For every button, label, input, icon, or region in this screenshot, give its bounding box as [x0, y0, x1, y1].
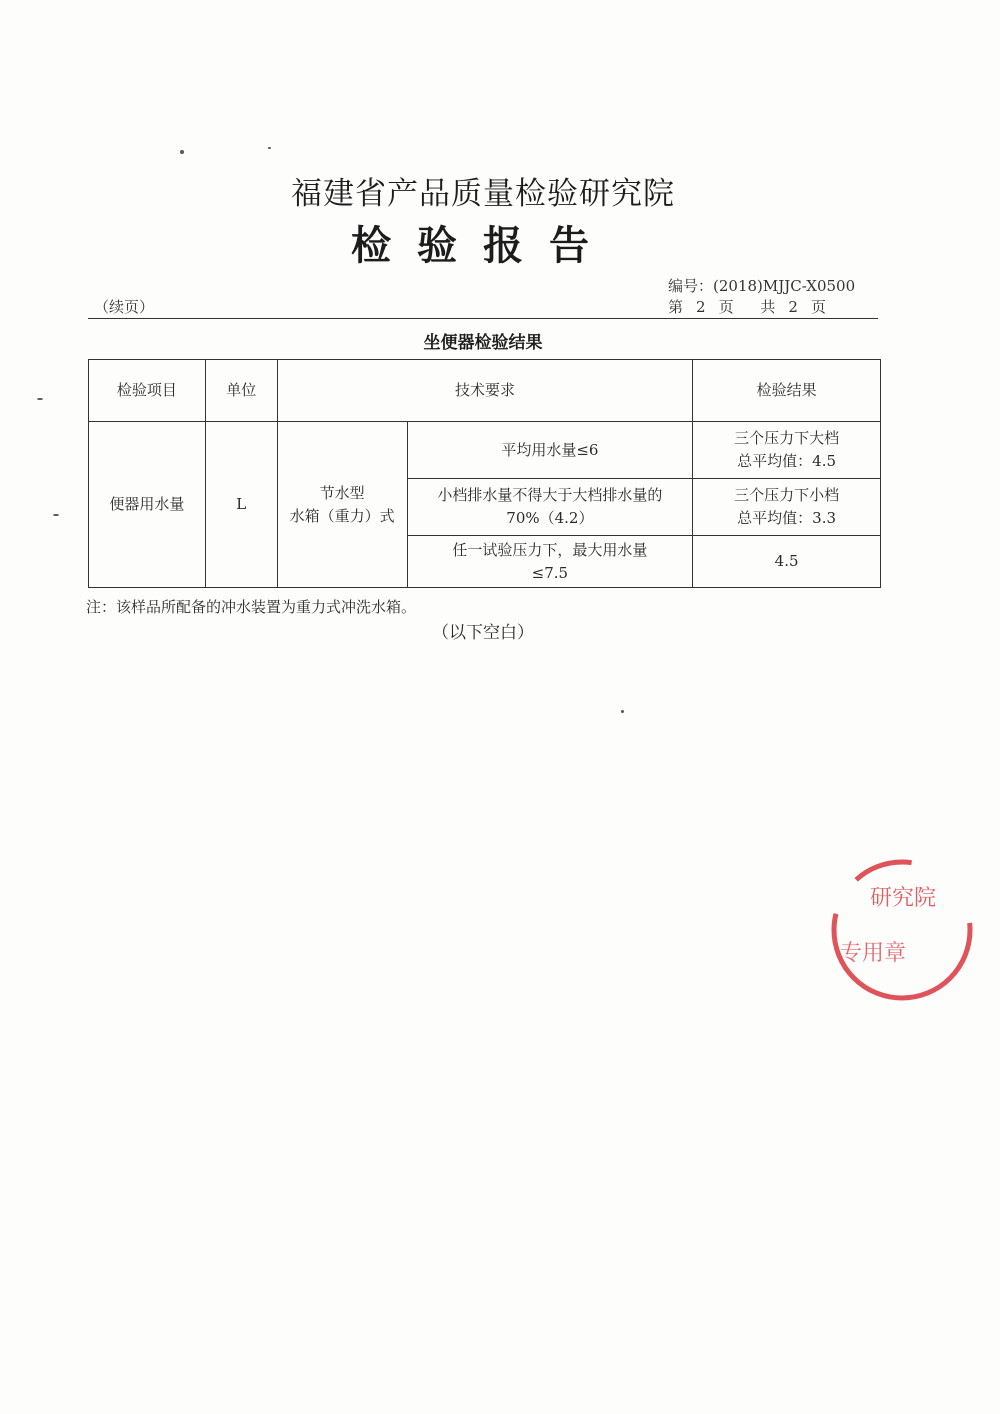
result-line-1: 三个压力下大档: [734, 429, 840, 447]
report-number: (2018)MJJC-X0500: [713, 277, 856, 295]
requirement-line-1: 小档排水量不得大于大档排水量的: [437, 486, 663, 504]
result-line-2: 总平均值：3.3: [737, 509, 837, 527]
results-table: [88, 359, 881, 588]
table-caption: 坐便器检验结果: [423, 333, 543, 353]
requirement-cell: [407, 536, 693, 588]
scan-speck: [53, 514, 59, 516]
blank-below-marker: （以下空白）: [432, 623, 534, 643]
page-label-mid: 页: [718, 298, 734, 316]
footnote: 注：该样品所配备的冲水装置为重力式冲洗水箱。: [86, 598, 417, 616]
scan-speck: [621, 710, 624, 713]
result-line-1: 三个压力下小档: [734, 486, 840, 504]
page-label-suffix: 页: [810, 298, 826, 316]
page-total: 2: [788, 298, 798, 316]
header-item: 检验项目: [89, 360, 206, 422]
header-divider: [88, 318, 878, 319]
table-row: [89, 422, 881, 479]
seal-ring: [834, 862, 970, 998]
result-cell: [693, 479, 881, 536]
header-result: 检验结果: [693, 360, 881, 422]
header-unit: 单位: [205, 360, 277, 422]
page-total-prefix: 共: [760, 298, 776, 316]
requirement-line-2: 70%（4.2）: [506, 509, 594, 527]
scan-speck: [268, 147, 271, 149]
result-line-2: 总平均值：4.5: [737, 452, 837, 470]
scan-speck: [37, 398, 43, 400]
scan-speck: [180, 150, 184, 154]
seal-text-top: 研究院: [870, 886, 937, 911]
requirement-cell: [407, 479, 693, 536]
report-number-line: [668, 276, 868, 297]
requirement-line-2: ≤7.5: [531, 563, 569, 582]
report-title: 检验报告: [351, 222, 615, 269]
result-cell: [693, 422, 881, 479]
category-line-2: 水箱（重力）式: [289, 506, 395, 525]
category-line-1: 节水型: [319, 483, 365, 502]
seal-text-middle: 专用章: [840, 941, 907, 966]
report-number-label: 编号：: [668, 277, 714, 295]
unit-cell: L: [205, 422, 277, 588]
organization-name: 福建省产品质量检验研究院: [291, 176, 675, 212]
requirement-line-1: 平均用水量≤6: [501, 440, 599, 459]
category-cell: [277, 422, 407, 588]
table-header-row: [89, 360, 881, 422]
page-indicator: [668, 297, 868, 318]
header-requirement: 技术要求: [277, 360, 692, 422]
result-cell: [693, 536, 881, 588]
continued-label: （续页）: [94, 298, 155, 316]
official-seal-icon: [810, 845, 980, 1015]
item-name-cell: 便器用水量: [89, 422, 206, 588]
report-meta: [668, 276, 868, 318]
requirement-cell: [407, 422, 693, 479]
page-label-prefix: 第: [668, 298, 684, 316]
page-current: 2: [696, 298, 706, 316]
result-line-1: 4.5: [774, 552, 799, 570]
requirement-line-1: 任一试验压力下，最大用水量: [452, 540, 648, 559]
